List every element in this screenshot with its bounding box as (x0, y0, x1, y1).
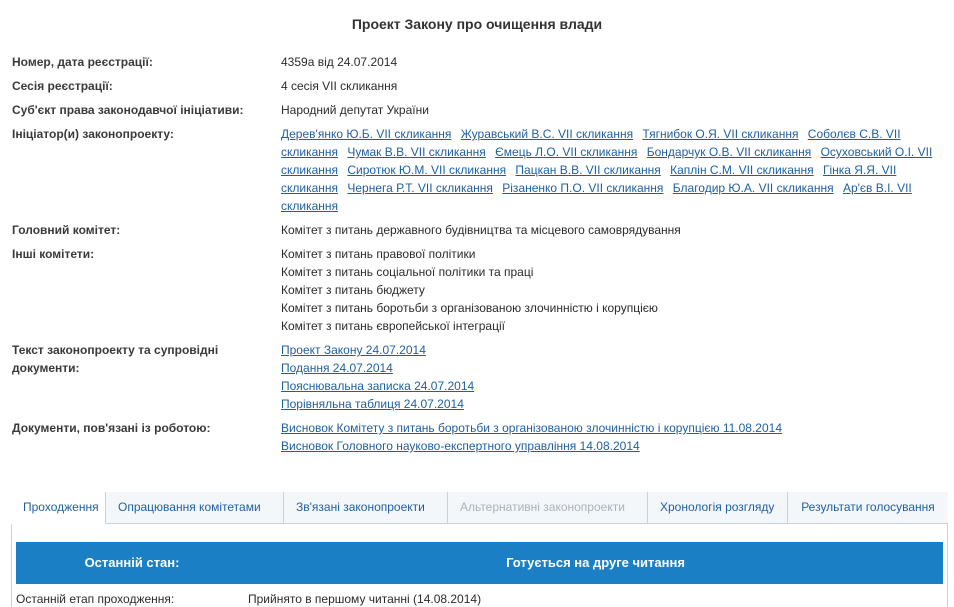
related-docs-label: Документи, пов'язані із роботою: (12, 421, 211, 435)
initiator-link[interactable]: Ар'єв В.І. VII скликання (281, 181, 912, 213)
session-value: 4 сесія VII скликання (281, 79, 398, 93)
session-label: Сесія реєстрації: (12, 79, 113, 93)
initiator-link[interactable]: Дерев'янко Ю.Б. VII скликання (281, 127, 452, 141)
main-committee-label: Головний комітет: (12, 223, 121, 237)
committee-item: Комітет з питань бюджету (281, 283, 425, 297)
tab-chronology[interactable]: Хронологія розгляду (648, 492, 788, 523)
initiator-link[interactable]: Різаненко П.О. VII скликання (502, 181, 664, 195)
documents-label (12, 341, 267, 377)
page-title: Проект Закону про очищення влади (351, 16, 603, 32)
stage-value: Прийнято в першому читанні (14.08.2014) (248, 592, 482, 606)
related-doc-link[interactable]: Висновок Комітету з питань боротьби з організованою злочинністю і корупцією 11.08.2014 (281, 421, 782, 435)
initiator-link[interactable]: Чумак В.В. VII скликання (347, 145, 486, 159)
initiator-link[interactable]: Сиротюк Ю.М. VII скликання (347, 163, 507, 177)
subject-value: Народний депутат України (281, 103, 429, 117)
initiator-link[interactable]: Пацкан В.В. VII скликання (515, 163, 661, 177)
initiator-link[interactable]: Гінка Я.Я. VII скликання (281, 163, 897, 195)
initiator-link[interactable]: Соболєв С.В. VII скликання (281, 127, 901, 159)
status-bar (16, 542, 943, 584)
tab-committee-processing[interactable]: Опрацювання комітетами (106, 492, 284, 523)
initiator-link[interactable]: Каплін С.М. VII скликання (670, 163, 814, 177)
tab-voting-results[interactable]: Результати голосування (788, 492, 948, 523)
subject-label: Суб'єкт права законодавчої ініціативи: (12, 103, 244, 117)
initiators-label: Ініціатор(и) законопроекту: (12, 127, 174, 141)
document-link[interactable]: Проект Закону 24.07.2014 (281, 343, 426, 357)
committee-item: Комітет з питань правової політики (281, 247, 476, 261)
initiator-link[interactable]: Тягнибок О.Я. VII скликання (642, 127, 799, 141)
tab-linked-bills[interactable]: Зв'язані законопроекти (284, 492, 448, 523)
tab-alternative-bills: Альтернативні законопроекти (448, 492, 648, 523)
initiator-link[interactable]: Чернега Р.Т. VII скликання (347, 181, 493, 195)
documents-label-line2: документи: (12, 361, 80, 375)
registration-number-label: Номер, дата реєстрації: (12, 55, 153, 69)
main-committee-value: Комітет з питань державного будівництва та місцевого самоврядування (281, 223, 681, 237)
initiator-link[interactable]: Ємець Л.О. VII скликання (495, 145, 638, 159)
document-link[interactable]: Подання 24.07.2014 (281, 361, 393, 375)
tab-passage[interactable]: Проходження (11, 492, 106, 524)
initiator-link[interactable]: Бондарчук О.В. VII скликання (646, 145, 812, 159)
other-committees-list (281, 245, 941, 335)
initiator-link[interactable]: Журавський В.С. VII скликання (460, 127, 634, 141)
status-value: Готується на друге читання (506, 555, 685, 570)
committee-item: Комітет з питань європейської інтеграції (281, 319, 505, 333)
tab-bar (11, 492, 948, 524)
status-label: Останній стан: (84, 555, 180, 570)
initiator-link[interactable]: Благодир Ю.А. VII скликання (672, 181, 834, 195)
initiator-link[interactable]: Осуховський О.І. VII скликання (281, 145, 933, 177)
document-link[interactable]: Порівняльна таблиця 24.07.2014 (281, 397, 464, 411)
committee-item: Комітет з питань боротьби з організованою злочинністю і корупцією (281, 301, 658, 315)
initiators-list (281, 125, 941, 215)
registration-number-value: 4359а від 24.07.2014 (281, 55, 398, 69)
related-docs-list (281, 419, 941, 455)
related-doc-link[interactable]: Висновок Головного науково-експертного управління 14.08.2014 (281, 439, 640, 453)
document-link[interactable]: Пояснювальна записка 24.07.2014 (281, 379, 475, 393)
documents-label-line1: Текст законопроекту та супровідні (12, 343, 219, 357)
committee-item: Комітет з питань соціальної політики та праці (281, 265, 534, 279)
other-committees-label: Інші комітети: (12, 247, 95, 261)
stage-label: Останній етап проходження: (16, 592, 175, 606)
documents-list (281, 341, 941, 413)
